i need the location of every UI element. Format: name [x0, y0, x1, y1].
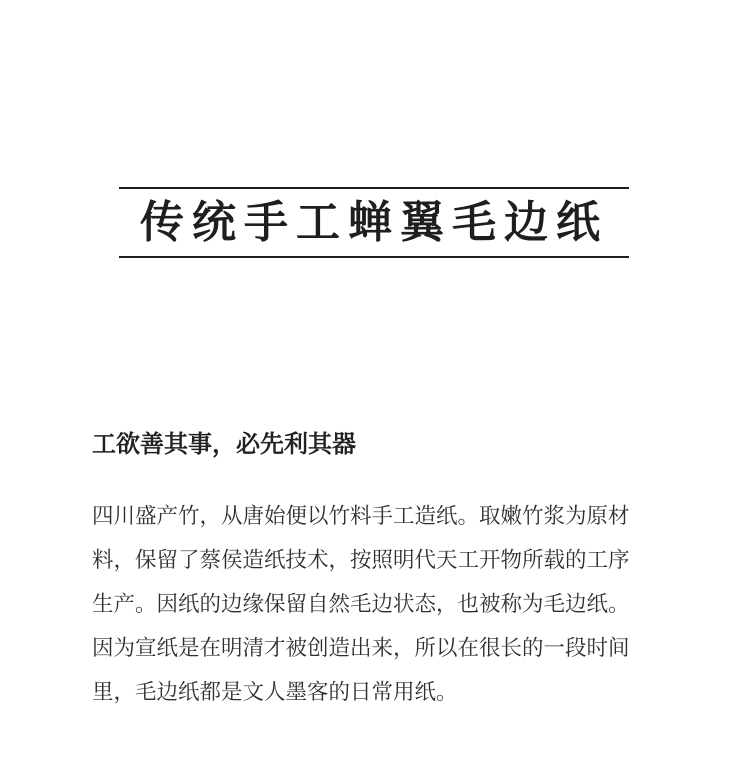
paragraph-line: 料，保留了蔡侯造纸技术，按照明代天工开物所载的工序 — [92, 548, 630, 573]
paragraph-line: 里，毛边纸都是文人墨客的日常用纸。 — [92, 680, 458, 705]
title-bottom-rule — [119, 256, 629, 258]
paragraph-line: 生产。因纸的边缘保留自然毛边状态，也被称为毛边纸。 — [92, 592, 630, 617]
title-block — [119, 187, 629, 259]
paragraph-line: 四川盛产竹，从唐始便以竹料手工造纸。取嫩竹浆为原材 — [92, 504, 630, 529]
title-top-rule — [119, 187, 629, 189]
paragraph-line: 因为宣纸是在明清才被创造出来，所以在很长的一段时间 — [92, 636, 630, 661]
section-heading: 工欲善其事，必先利其器 — [92, 430, 356, 458]
body-paragraph — [92, 500, 672, 720]
page-title: 传统手工蝉翼毛边纸 — [140, 197, 608, 248]
